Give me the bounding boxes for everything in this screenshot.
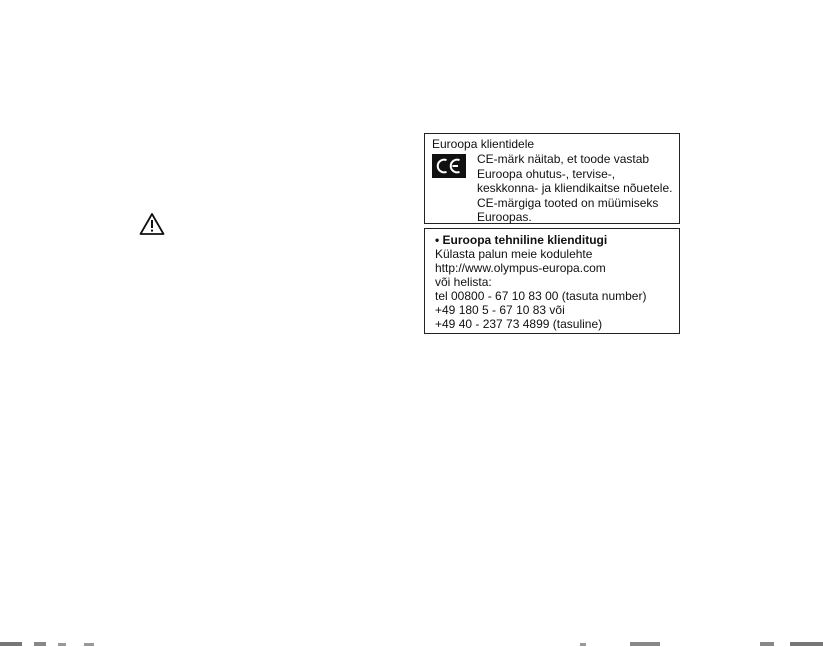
ce-line: Euroopa ohutus-, tervise-, [477,166,616,181]
support-url: http://www.olympus-europa.com [435,260,606,275]
ce-info-box [424,133,680,224]
support-info-box [424,228,680,334]
ce-line: Euroopas. [477,210,532,225]
support-phone: +49 180 5 - 67 10 83 või [435,302,565,317]
support-line: Külasta palun meie kodulehte [435,247,593,261]
support-phone: +49 40 - 237 73 4899 (tasuline) [435,316,603,331]
ce-description [477,152,672,225]
warning-triangle-icon [139,212,165,236]
support-details [435,248,646,331]
ce-line: CE-märgiga tooted on müümiseks [477,195,659,210]
support-phone: tel 00800 - 67 10 83 00 (tasuta number) [435,288,647,303]
support-heading: • Euroopa tehniline klienditugi [435,233,608,247]
support-line: või helista: [435,274,492,289]
page-edge-strip [0,639,823,647]
ce-box-title: Euroopa klientidele [432,137,535,151]
ce-line: CE-märk näitab, et toode vastab [477,152,650,166]
ce-mark-icon [432,154,466,178]
ce-line: keskkonna- ja kliendikaitse nõuetele. [477,181,673,196]
